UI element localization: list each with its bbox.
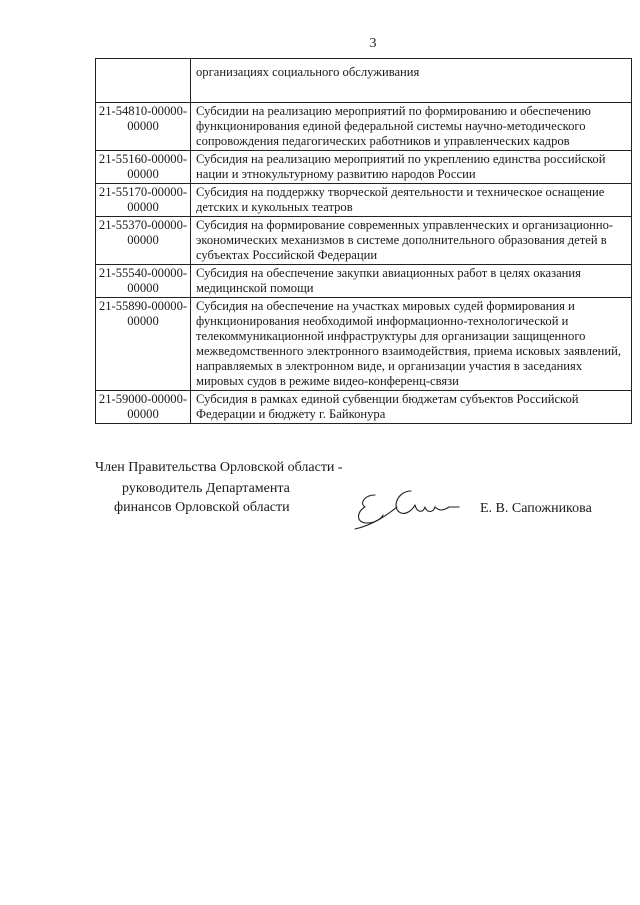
signatory-name: Е. В. Сапожникова	[480, 501, 592, 516]
subsidy-description-cell: Субсидия на поддержку творческой деятельности и техническое оснащение детских и кукольных театров	[191, 184, 632, 217]
subsidy-description-cell: организациях социального обслуживания	[191, 59, 632, 103]
budget-code-cell: 21-54810-00000-00000	[96, 103, 191, 151]
table-row	[96, 391, 632, 424]
table-row	[96, 151, 632, 184]
budget-code-cell: 21-55160-00000-00000	[96, 151, 191, 184]
table-row	[96, 103, 632, 151]
budget-code-cell: 21-55890-00000-00000	[96, 298, 191, 391]
position-line: финансов Орловской области	[114, 500, 290, 515]
budget-code-cell: 21-55370-00000-00000	[96, 217, 191, 265]
budget-classification-table	[95, 58, 632, 424]
subsidy-description-cell: Субсидия в рамках единой субвенции бюджетам субъектов Российской Федерации и бюджету г. Байконура	[191, 391, 632, 424]
budget-code-cell: 21-59000-00000-00000	[96, 391, 191, 424]
position-line: Член Правительства Орловской области -	[95, 460, 343, 475]
subsidy-description-cell: Субсидии на реализацию мероприятий по формированию и обеспечению функционирования единой федеральной системы научно-методического сопровождения педагогических работников и управленческих кадров	[191, 103, 632, 151]
position-line: руководитель Департамента	[122, 481, 290, 496]
subsidy-description-cell: Субсидия на формирование современных управленческих и организационно-экономических механизмов в системе дополнительного образования детей в субъектах Российской Федерации	[191, 217, 632, 265]
table-row	[96, 265, 632, 298]
page-number: 3	[369, 36, 377, 51]
budget-code-cell: 21-55540-00000-00000	[96, 265, 191, 298]
subsidy-description-cell: Субсидия на реализацию мероприятий по укреплению единства российской нации и этнокультурному развитию народов России	[191, 151, 632, 184]
subsidy-description-cell: Субсидия на обеспечение на участках мировых судей формирования и функционирования необходимой информационно-технологической и телекоммуникационной инфраструктуры для организации защищенного межведомственного электронного взаимодействия, приема исковых заявлений, направляемых в электронном виде, и организации участия в заседаниях мировых судов в режиме видео-конференц-связи	[191, 298, 632, 391]
table-row	[96, 184, 632, 217]
budget-code-cell	[96, 59, 191, 103]
signature-block	[95, 459, 635, 529]
subsidy-description-cell: Субсидия на обеспечение закупки авиационных работ в целях оказания медицинской помощи	[191, 265, 632, 298]
handwritten-signature	[353, 479, 463, 531]
table-row	[96, 217, 632, 265]
budget-code-cell: 21-55170-00000-00000	[96, 184, 191, 217]
table-row	[96, 298, 632, 391]
table-row	[96, 59, 632, 103]
